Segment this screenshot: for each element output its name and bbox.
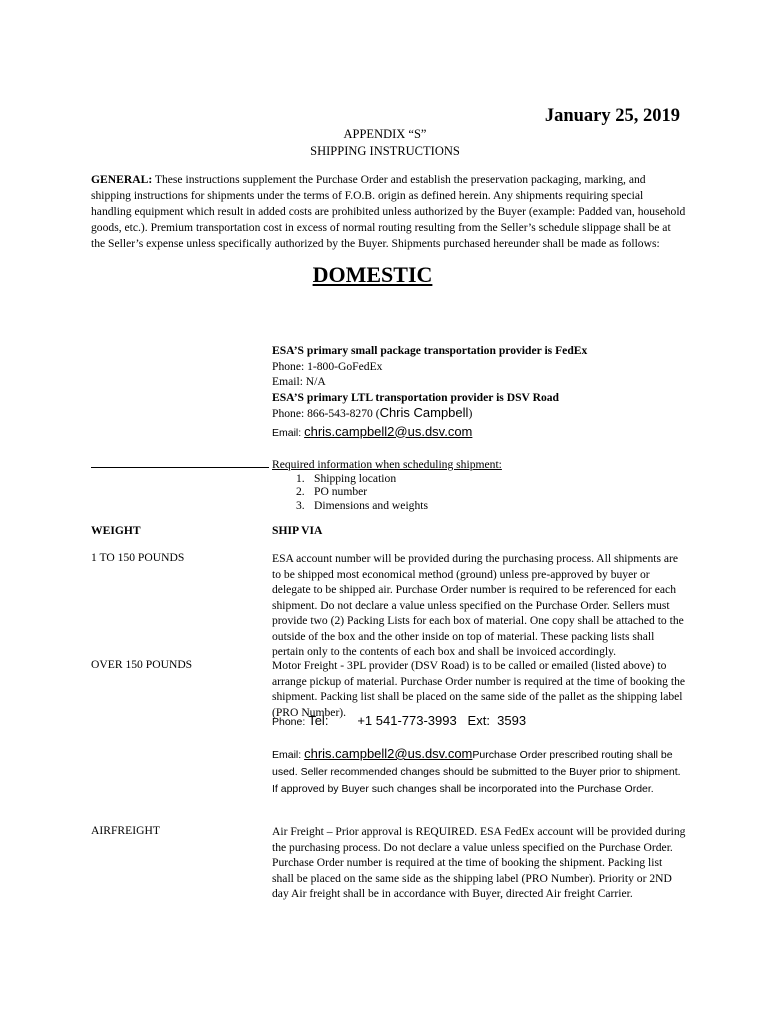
row-1-text: ESA account number will be provided during the purchasing process. All shipments are to be shipped most economical method (ground) unless pre-approved by buyer or delegate to be shipped air. Purchase Order number is required to be referenced for each shipment. Do not declare a value unless specified on the Purchase Order. Sellers must provide two (2) Packing Lists for each box of material. One copy shall be attached to the outside of the box and the other inside on top of material. These packing lists shall pertain only to the contents of each box and shall be invoiced accordingly. bbox=[272, 552, 684, 658]
fedex-provider-title: ESA’S primary small package transportation provider is FedEx bbox=[272, 344, 588, 357]
providers-block bbox=[272, 343, 587, 441]
row-1-label: 1 TO 150 POUNDS bbox=[91, 551, 185, 564]
general-label: GENERAL: bbox=[91, 173, 153, 186]
row-2-tel: Tel: +1 541-773-3993 Ext: 3593 bbox=[308, 713, 527, 728]
list-text: Dimensions and weights bbox=[314, 498, 428, 512]
ltl-phone-suffix: ) bbox=[468, 407, 473, 420]
required-info-list bbox=[272, 472, 502, 513]
list-item bbox=[272, 499, 502, 513]
row-2-routing-1: Purchase Order prescribed routing shall be bbox=[472, 749, 673, 761]
row-2-email-block bbox=[272, 745, 681, 798]
row-2-phone-line bbox=[272, 713, 526, 728]
list-number: 3. bbox=[296, 498, 305, 512]
row-2-email-line bbox=[272, 745, 681, 764]
ltl-provider-title: ESA’S primary LTL transportation provider is DSV Road bbox=[272, 390, 559, 404]
ltl-phone bbox=[272, 405, 587, 422]
horizontal-rule bbox=[91, 467, 269, 468]
shipping-instructions-title: SHIPPING INSTRUCTIONS bbox=[310, 144, 460, 158]
list-text: Shipping location bbox=[314, 471, 397, 485]
row-3-label: AIRFREIGHT bbox=[91, 824, 160, 837]
document-date: January 25, 2019 bbox=[544, 106, 680, 126]
row-2-email-label: Email: bbox=[272, 749, 305, 761]
ltl-phone-number: Phone: 866-543-8270 ( bbox=[272, 407, 380, 420]
ship-via-header: SHIP VIA bbox=[272, 524, 323, 537]
row-2-routing-2: used. Seller recommended changes should be submitted to the Buyer prior to shipment. bbox=[272, 766, 681, 778]
row-2-text: Motor Freight - 3PL provider (DSV Road) is to be called or emailed (listed above) to arrange pickup of material. Purchase Order number is required at the time of booking the shipment. Packing list shall be placed on the same side of the pallet as the shipping label (PRO Number). bbox=[272, 659, 686, 719]
fedex-email: Email: N/A bbox=[272, 375, 326, 388]
general-text: These instructions supplement the Purchase Order and establish the preservation packaging, marking, and shipping instructions for shipments under the terms of F.O.B. origin as defined herein. Any shipments requiring special handling equipment which result in added costs are prohibited unless authorized by the Buyer (example: Padded van, household goods, etc.). Premium transportation cost in excess of normal routing resulting from the Seller’s schedule slippage shall be at the Seller’s expense unless specifically authorized by the Buyer. Shipments purchased hereunder shall be made as follows: bbox=[91, 173, 686, 250]
fedex-phone: Phone: 1-800-GoFedEx bbox=[272, 359, 383, 373]
ltl-email-line bbox=[272, 424, 587, 442]
row-2-phone-label: Phone: bbox=[272, 716, 309, 728]
required-info-title: Required information when scheduling shipment: bbox=[272, 458, 502, 471]
appendix-label: APPENDIX “S” bbox=[343, 127, 427, 141]
list-number: 1. bbox=[296, 471, 305, 485]
ltl-email-link[interactable]: chris.campbell2@us.dsv.com bbox=[304, 423, 473, 439]
weight-header: WEIGHT bbox=[91, 524, 141, 537]
domestic-heading: DOMESTIC bbox=[312, 262, 433, 287]
row-2-email-link[interactable]: chris.campbell2@us.dsv.com bbox=[304, 746, 473, 761]
list-item bbox=[272, 485, 502, 499]
appendix-title bbox=[0, 126, 770, 160]
required-info-block bbox=[272, 458, 502, 512]
row-2-label: OVER 150 POUNDS bbox=[91, 658, 193, 671]
row-2-routing-3: If approved by Buyer such changes shall be incorporated into the Purchase Order. bbox=[272, 783, 654, 795]
ltl-contact-name: Chris Campbell bbox=[379, 405, 469, 420]
list-text: PO number bbox=[314, 485, 368, 498]
general-paragraph bbox=[91, 172, 686, 252]
list-item bbox=[272, 472, 502, 486]
row-3-text: Air Freight – Prior approval is REQUIRED. ESA FedEx account will be provided during the purchasing process. Do not declare a value unless specified on the Purchase Order. Purchase Order number is required at the time of booking the shipment. Packing list shall be placed on the same side as the shipping label (PRO Number). Priority or 2ND day Air freight shall be in accordance with Buyer, directed Air freight Carrier. bbox=[272, 825, 686, 900]
ltl-email-label: Email: bbox=[272, 426, 305, 439]
list-number: 2. bbox=[296, 485, 305, 498]
